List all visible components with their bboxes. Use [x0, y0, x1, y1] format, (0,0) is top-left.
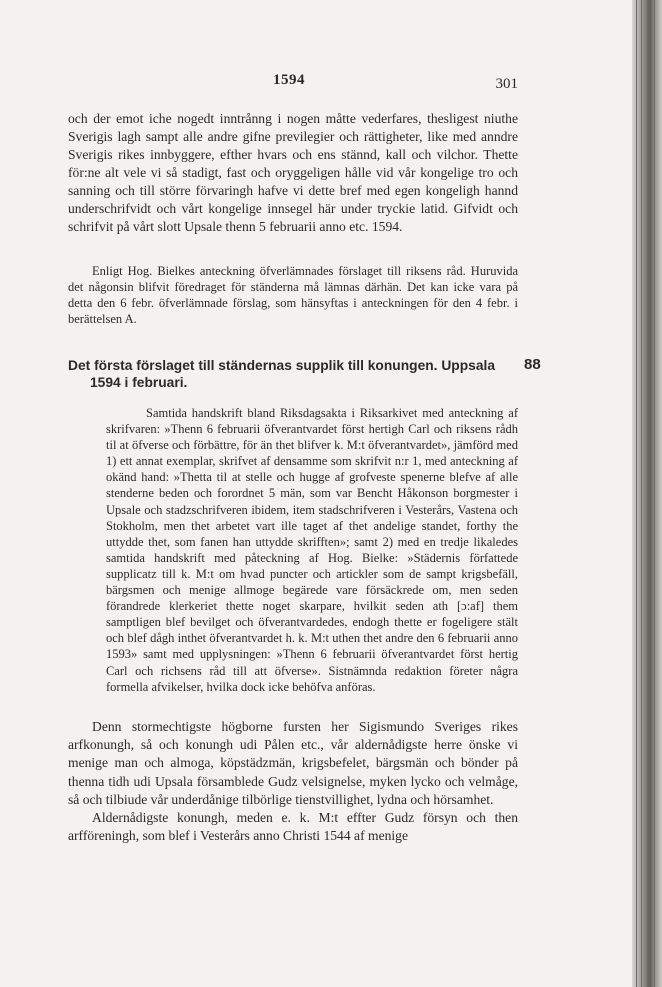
document-title: Det första förslaget till ständernas supplik till konungen. Uppsala 1594 i februari. [68, 358, 496, 390]
page-edge-line [654, 0, 655, 987]
header-year: 1594 [273, 72, 305, 88]
page-number: 301 [495, 76, 518, 92]
page-edge-line [636, 0, 637, 987]
editorial-note [68, 263, 518, 327]
source-description [106, 405, 518, 695]
body-paragraph: Aldernådigste konungh, meden e. k. M:t effter Gudz försyn och then arfföreningh, som blef i Vesterårs anno Christi 1544 af menige [68, 810, 518, 844]
page-edge-line [641, 0, 642, 987]
book-page-edge [632, 0, 662, 987]
body-paragraph: Denn stormechtigste högborne fursten her Sigismundo Sveriges rikes arfkonungh, så och konungh udi Pålen etc., vår aldernådigste herre önske vi menige man och almoga, köpstädzmän, krigsbefelet, bärgsmän och bönder på thenna tidh udi Upsala församblede Gudz velsignelse, myken lycko och velmåge, så och tilbiude vår underdånige tilbörlige tienstvillighet, lydna och hörsamhet. [68, 719, 518, 807]
letter-ending-paragraph [68, 110, 518, 236]
document-number: 88 [524, 356, 541, 373]
note-text: Enligt Hog. Bielkes anteckning öfverlämnades förslaget till riksens råd. Huruvida det någonsin blifvit föredraget för ständerna må lämnas därhän. Det kan icke vara på detta den 6 febr. öfverlämnade förslag, som hänsyftas i anteckningen för den 4 febr. i berättelsen A. [68, 264, 518, 326]
supplication-text [68, 718, 518, 845]
source-text: Samtida handskrift bland Riksdagsakta i Riksarkivet med anteckning af skrifvaren: »Thenn 6 februarii öfverantvardet först hertigh Carl och riksens rådh til at öfverse och förbättre, för än thet blifver k. M:t öfverantvardet», jämförd med 1) ett annat exemplar, skrifvet af densamme som skrifvit n:r 1, med anteckning af okänd hand: »Thetta til at stelle och hugge af grofveste spenerne blefve af alle stenderne beden och forordnet 5 män, som var Bencht Håkonson borgmester i Upsale och stadzschrifveren ibidem, item stadschrifveren i Vesterårs, Vastena och Stokholm, men thet arbetet vart ille taget af thet andelige standet, forthy the uttydde thet, som fanen han uttydde skrifften»; samt 2) med en tredje likaledes samtida handskrift med påteckning af Hog. Bielke: »Städernis författede supplicatz till k. M:t om hvad puncter och artickler som de sampt krigsbefäll, bärgsmen och menige allmoge begärede vare försäckrede om, men seden förandrede klerkeriet thette noget skarpare, hvilkit seden ath [ɔ:af] them samptligen blef bevilget och öfverantvardedes, endogh thette er fogeligere stält och blef dågh inthet öfverantvardet h. k. M:t uthen thet andre den 6 februarii anno 1593» samt med upplysningen: »Thenn 6 februarii öfverantvardet först hertig Carl och richsens råd till att öfverse». Sistnämnda redaktion företer några formella afvikelser, hvilka dock icke behöfva anföras. [106, 406, 518, 694]
running-header [68, 72, 518, 96]
document-heading [68, 357, 518, 391]
letter-text: och der emot iche nogedt inntrånng i nogen måtte vederfares, thesligest niuthe Sverigis lagh sampt alle andre gifne previlegier och rättigheter, like med anndre Sverigis rikes innbyggere, efther hvars och ens stännd, kall och vilchor. Thette för:ne alt vele vi så stadigt, fast och oryggeligen hålle vid vår kongelige tro och sanning och till större förvaringh hafve vi dette bref med egen kongeligh hannd underschrifvidt och vårt kongelige innsegel här under tryckie latid. Gifvidt och schrifvit på vårt slott Upsale thenn 5 februarii anno etc. 1594. [68, 111, 518, 234]
page-edge-line [647, 0, 648, 987]
